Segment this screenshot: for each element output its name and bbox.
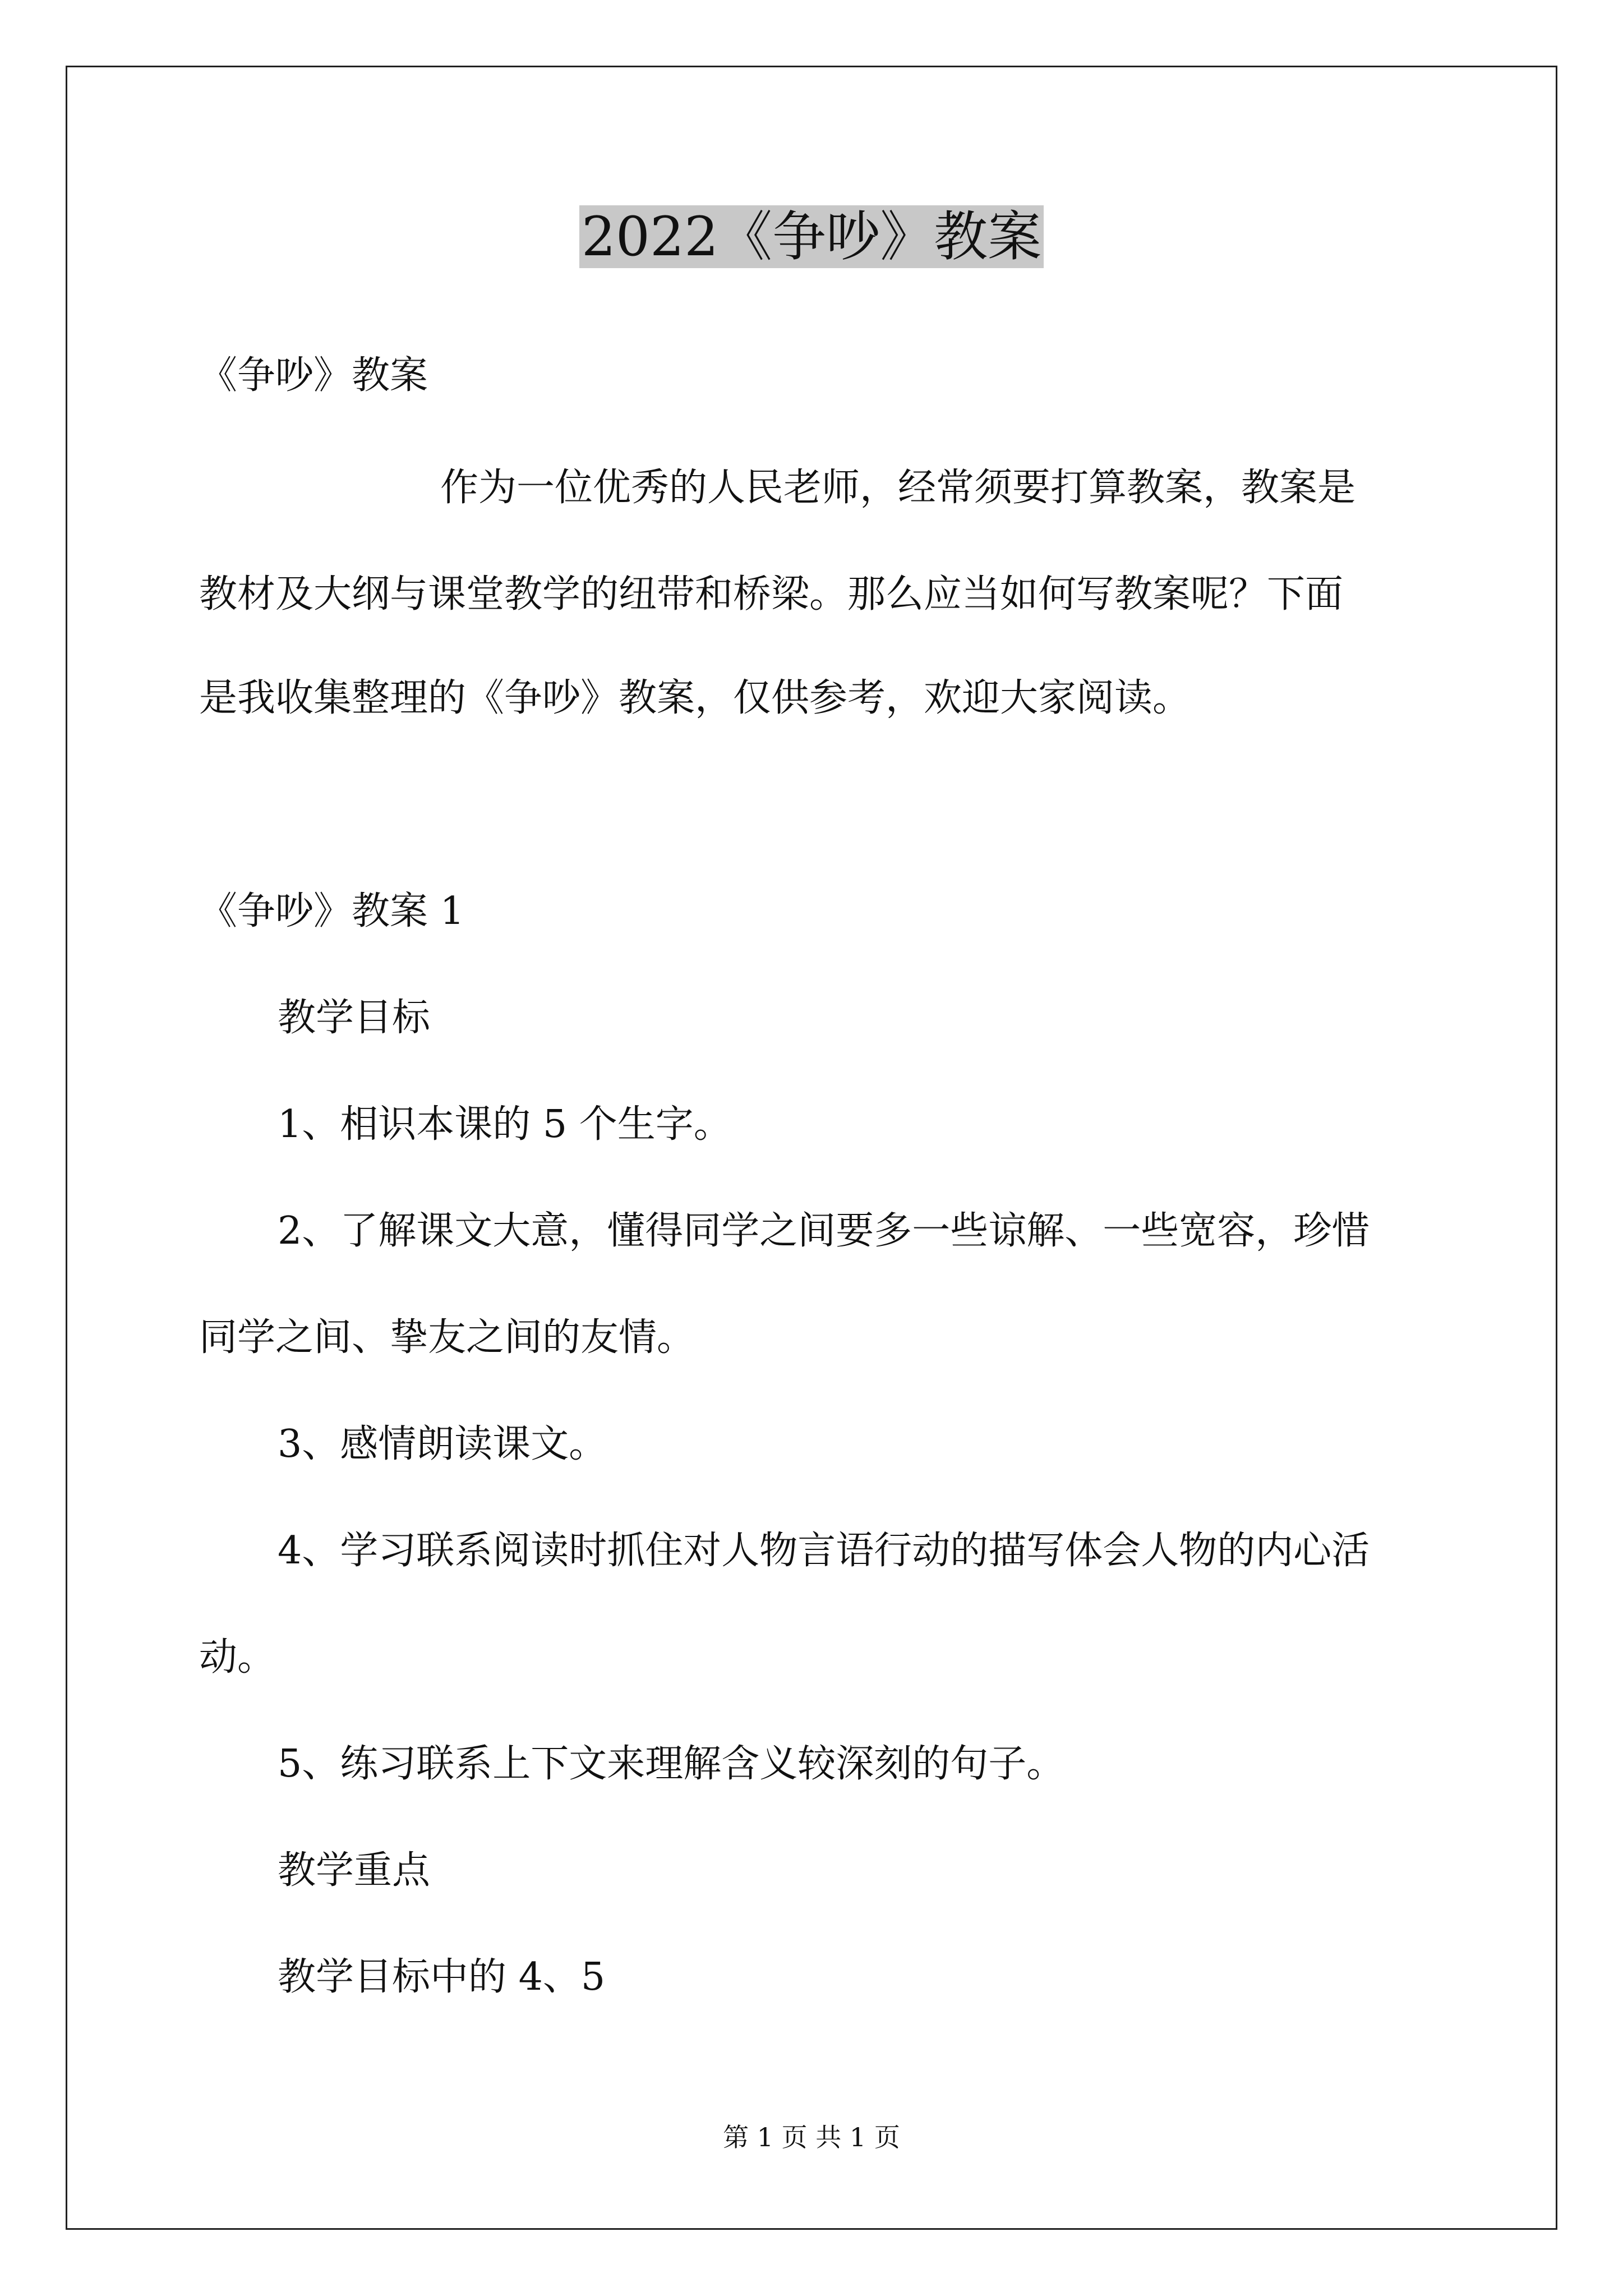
document-title: [0, 197, 1623, 276]
subtitle: 《争吵》教案: [199, 353, 428, 398]
objective-2-line-1: 2、了解课文大意，懂得同学之间要多一些谅解、一些宽容，珍惜: [278, 1209, 1370, 1253]
objective-4-line-2: 动。: [199, 1635, 276, 1680]
objectives-heading: 教学目标: [278, 996, 431, 1040]
page-footer: 第 1 页 共 1 页: [723, 2122, 900, 2152]
intro-line-2: 教材及大纲与课堂教学的纽带和桥梁。那么应当如何写教案呢？下面: [199, 572, 1344, 616]
objective-4-line-1: 4、学习联系阅读时抓住对人物言语行动的描写体会人物的内心活: [278, 1529, 1370, 1573]
objective-1: 1、相识本课的 5 个生字。: [278, 1102, 732, 1147]
intro-line-3: 是我收集整理的《争吵》教案，仅供参考，欢迎大家阅读。: [199, 676, 1191, 720]
objective-2-line-2: 同学之间、挚友之间的友情。: [199, 1315, 695, 1360]
document-title-text: 2022《争吵》教案: [579, 205, 1044, 268]
focus-heading: 教学重点: [278, 1848, 431, 1893]
focus-text: 教学目标中的 4、5: [278, 1955, 606, 1999]
objective-5: 5、练习联系上下文来理解含义较深刻的句子。: [278, 1742, 1065, 1786]
intro-line-1: 作为一位优秀的人民老师，经常须要打算教案，教案是: [440, 466, 1356, 510]
section-heading: 《争吵》教案 1: [199, 889, 464, 933]
objective-3: 3、感情朗读课文。: [278, 1422, 607, 1466]
